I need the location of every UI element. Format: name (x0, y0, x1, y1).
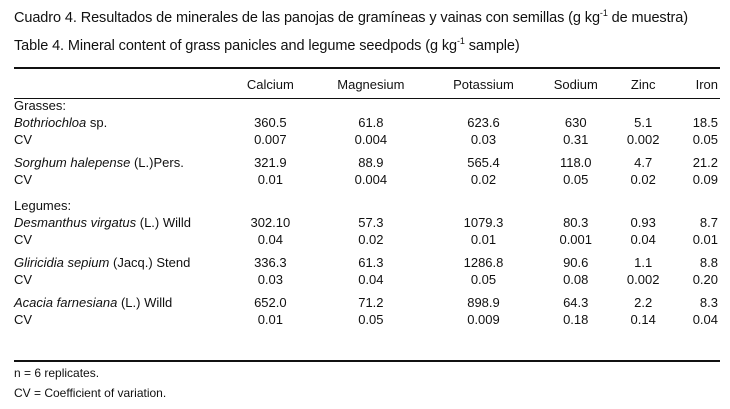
value-calcium: 321.9 (254, 155, 287, 170)
species-authority: (L.) Willd (136, 215, 192, 230)
caption-spanish (14, 10, 688, 26)
value-iron: 8.8 (699, 255, 718, 270)
value-potassium: 1079.3 (463, 215, 504, 230)
caption-spanish-prefix: Cuadro 4. Resultados de minerales de las panojas de gramíneas y vainas con semillas (g kg (14, 10, 600, 26)
cv-iron: 0.09 (692, 172, 718, 187)
value-zinc: 4.7 (634, 155, 653, 170)
value-iron: 21.2 (692, 155, 718, 170)
value-sodium: 118.0 (559, 155, 592, 170)
group-label: Legumes: (14, 198, 72, 213)
note-replicates: n = 6 replicates. (14, 366, 100, 380)
cv-row (14, 131, 720, 148)
value-calcium: 652.0 (254, 295, 287, 310)
value-zinc: 5.1 (634, 115, 653, 130)
caption-spanish-suffix: de muestra) (607, 10, 688, 26)
cv-magnesium: 0.04 (358, 272, 384, 287)
value-calcium: 336.3 (254, 255, 287, 270)
header-calcium: Calcium (246, 77, 294, 92)
cv-row (14, 311, 720, 328)
value-magnesium: 57.3 (358, 215, 384, 230)
cv-iron: 0.20 (692, 272, 718, 287)
cv-label: CV (14, 232, 33, 247)
species-row (14, 214, 720, 231)
cv-label: CV (14, 172, 33, 187)
header-magnesium: Magnesium (337, 77, 405, 92)
cv-row (14, 271, 720, 288)
value-iron: 8.7 (699, 215, 718, 230)
species-name-italic: Sorghum halepense (14, 155, 131, 170)
value-sodium: 90.6 (563, 255, 589, 270)
caption-english-exponent: -1 (456, 36, 465, 46)
value-potassium: 623.6 (467, 115, 500, 130)
header-iron: Iron (695, 77, 718, 92)
cv-sodium: 0.05 (563, 172, 589, 187)
value-iron: 18.5 (692, 115, 718, 130)
cv-potassium: 0.009 (467, 312, 500, 327)
species-authority: (L.) Willd (117, 295, 173, 310)
species-row (14, 294, 720, 311)
species-row (14, 114, 720, 131)
header-potassium: Potassium (453, 77, 514, 92)
cv-zinc: 0.14 (630, 312, 656, 327)
value-magnesium: 61.8 (358, 115, 384, 130)
caption-english-suffix: sample) (464, 38, 520, 54)
cv-potassium: 0.05 (470, 272, 497, 287)
species-authority: (L.)Pers. (130, 155, 184, 170)
value-calcium: 360.5 (254, 115, 287, 130)
cv-row (14, 231, 720, 248)
group-label: Grasses: (14, 98, 67, 113)
value-zinc: 1.1 (634, 255, 653, 270)
header-sodium: Sodium (553, 77, 598, 92)
species-name (14, 114, 229, 131)
cv-iron: 0.01 (692, 232, 718, 247)
group-label-row (14, 97, 720, 114)
species-row (14, 254, 720, 271)
cv-potassium: 0.01 (470, 232, 497, 247)
cv-zinc: 0.04 (630, 232, 656, 247)
table-top-rule (14, 67, 720, 69)
cv-sodium: 0.18 (563, 312, 589, 327)
value-iron: 8.3 (699, 295, 718, 310)
value-potassium: 1286.8 (463, 255, 504, 270)
species-name-italic: Gliricidia sepium (14, 255, 110, 270)
cv-iron: 0.05 (692, 132, 718, 147)
value-magnesium: 88.9 (358, 155, 384, 170)
species-name (14, 294, 229, 311)
cv-zinc: 0.002 (626, 272, 660, 287)
species-row (14, 154, 720, 171)
header-blank (14, 73, 229, 97)
species-name (14, 154, 229, 171)
cv-label: CV (14, 132, 33, 147)
cv-sodium: 0.08 (563, 272, 589, 287)
cv-zinc: 0.002 (626, 132, 660, 147)
value-sodium: 64.3 (563, 295, 589, 310)
species-name (14, 254, 229, 271)
table-body (14, 97, 720, 328)
cv-magnesium: 0.004 (354, 132, 388, 147)
cv-calcium: 0.01 (257, 312, 283, 327)
cv-calcium: 0.007 (254, 132, 287, 147)
cv-magnesium: 0.02 (358, 232, 384, 247)
group-label-row (14, 197, 720, 214)
header-zinc: Zinc (630, 77, 656, 92)
group-spacer (14, 188, 720, 197)
cv-potassium: 0.02 (470, 172, 497, 187)
caption-spanish-exponent: -1 (599, 8, 608, 18)
cv-label: CV (14, 272, 33, 287)
table-header-row (14, 73, 720, 97)
value-zinc: 2.2 (634, 295, 653, 310)
cv-sodium: 0.001 (559, 232, 593, 247)
caption-english (14, 38, 520, 54)
cv-calcium: 0.01 (257, 172, 283, 187)
cv-calcium: 0.03 (257, 272, 283, 287)
note-cv-definition: CV = Coefficient of variation. (14, 386, 167, 400)
cv-sodium: 0.31 (563, 132, 589, 147)
species-name-italic: Acacia farnesiana (14, 295, 118, 310)
cv-magnesium: 0.05 (358, 312, 384, 327)
caption-english-prefix: Table 4. Mineral content of grass panicles and legume seedpods (g kg (14, 38, 457, 54)
cv-iron: 0.04 (692, 312, 718, 327)
species-name-italic: Desmanthus virgatus (14, 215, 137, 230)
value-sodium: 630 (564, 115, 587, 130)
cv-magnesium: 0.004 (354, 172, 388, 187)
cv-label: CV (14, 312, 33, 327)
species-authority: (Jacq.) Stend (109, 255, 191, 270)
species-name-italic: Bothriochloa (14, 115, 87, 130)
value-potassium: 565.4 (467, 155, 500, 170)
cv-potassium: 0.03 (470, 132, 497, 147)
value-sodium: 80.3 (563, 215, 589, 230)
value-zinc: 0.93 (630, 215, 656, 230)
table-bottom-rule (14, 360, 720, 362)
value-calcium: 302.10 (250, 215, 291, 230)
value-magnesium: 61.3 (358, 255, 384, 270)
mineral-content-table (14, 73, 720, 328)
species-authority: sp. (86, 115, 108, 130)
cv-zinc: 0.02 (630, 172, 656, 187)
value-potassium: 898.9 (467, 295, 500, 310)
species-name (14, 214, 229, 231)
value-magnesium: 71.2 (358, 295, 384, 310)
cv-calcium: 0.04 (257, 232, 283, 247)
cv-row (14, 171, 720, 188)
